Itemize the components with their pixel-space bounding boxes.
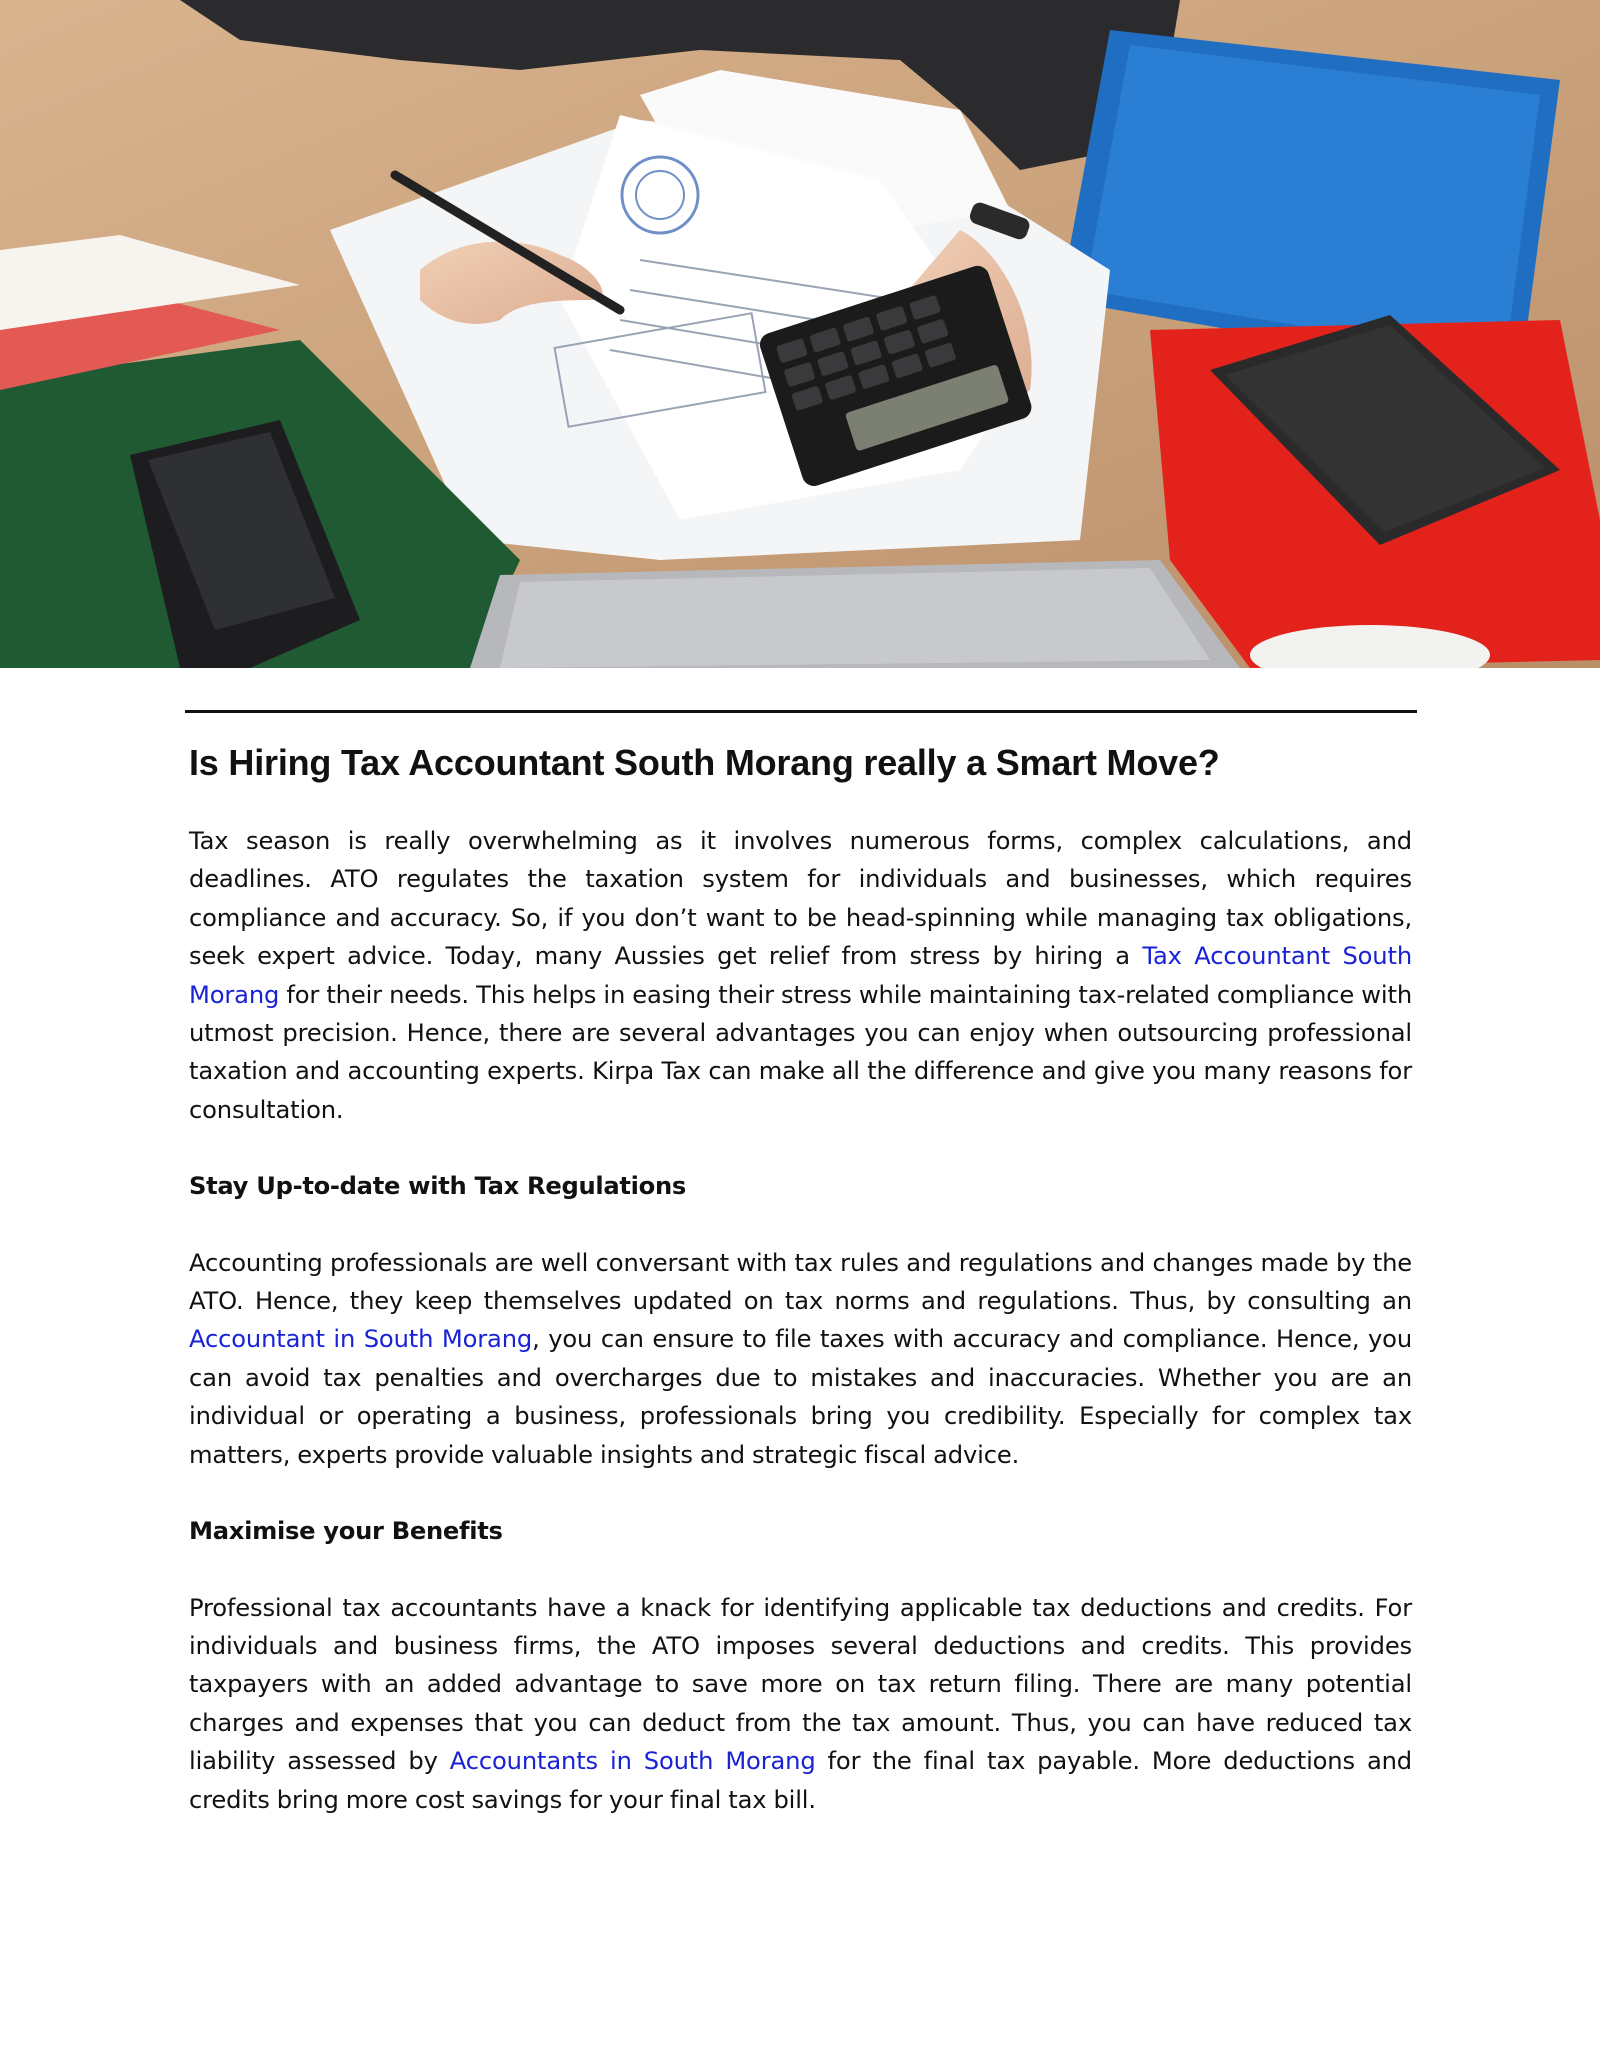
accountant-in-south-morang-link[interactable]: Accountant in South Morang — [189, 1325, 533, 1354]
title-divider — [185, 710, 1417, 713]
regulations-text-end: , you can ensure to file taxes with accuracy and compliance. Hence, you can avoid tax penalties and overcharges due to mistakes and inaccuracies. Whether you are an individual or operating a business, professionals bring you credibility. Especially for complex tax matters, experts provide valuable insights and strategic fiscal advice. — [189, 1325, 1413, 1469]
regulations-paragraph — [189, 1244, 1412, 1474]
page-title: Is Hiring Tax Accountant South Morang really a Smart Move? — [189, 742, 1220, 783]
benefits-paragraph — [189, 1589, 1412, 1819]
hero-photo — [0, 0, 1600, 668]
accountants-in-south-morang-link[interactable]: Accountants in South Morang — [449, 1747, 816, 1776]
tax-accountant-south-morang-link[interactable]: Tax Accountant South Morang — [189, 942, 1412, 1009]
intro-text-start: Tax season is really overwhelming as it involves numerous forms, complex calculations, and deadlines. ATO regulates the taxation system for individuals and businesses, which requires compliance and accuracy. So, if you don’t want to be head-spinning while managing tax obligations, seek expert advice. Today, many Aussies get relief from stress by hiring a — [189, 827, 1412, 971]
benefits-text-start: Professional tax accountants have a knack for identifying applicable tax deductions and credits. For individuals and business firms, the ATO imposes several deductions and credits. This provides taxpayers with an added advantage to save more on tax return filing. There are many potential charges and expenses that you can deduct from the tax amount. Thus, you can have reduced tax liability assessed by — [189, 1593, 1412, 1776]
section-heading-benefits: Maximise your Benefits — [189, 1517, 503, 1546]
regulations-text-start: Accounting professionals are well conversant with tax rules and regulations and changes made by the ATO. Hence, they keep themselves updated on tax norms and regulations. Thus, by consulting an — [189, 1248, 1412, 1316]
article-body — [189, 822, 1412, 1819]
intro-paragraph — [189, 822, 1412, 1129]
section-heading-regulations: Stay Up-to-date with Tax Regulations — [189, 1172, 687, 1201]
intro-text-end: for their needs. This helps in easing their stress while maintaining tax-related compliance with utmost precision. Hence, there are several advantages you can enjoy when outsourcing professional taxation and accounting experts. Kirpa Tax can make all the difference and give you many reasons for consultation. — [189, 980, 1412, 1124]
benefits-text-end: for the final tax payable. More deductions and credits bring more cost savings for your final tax bill. — [189, 1747, 1412, 1814]
